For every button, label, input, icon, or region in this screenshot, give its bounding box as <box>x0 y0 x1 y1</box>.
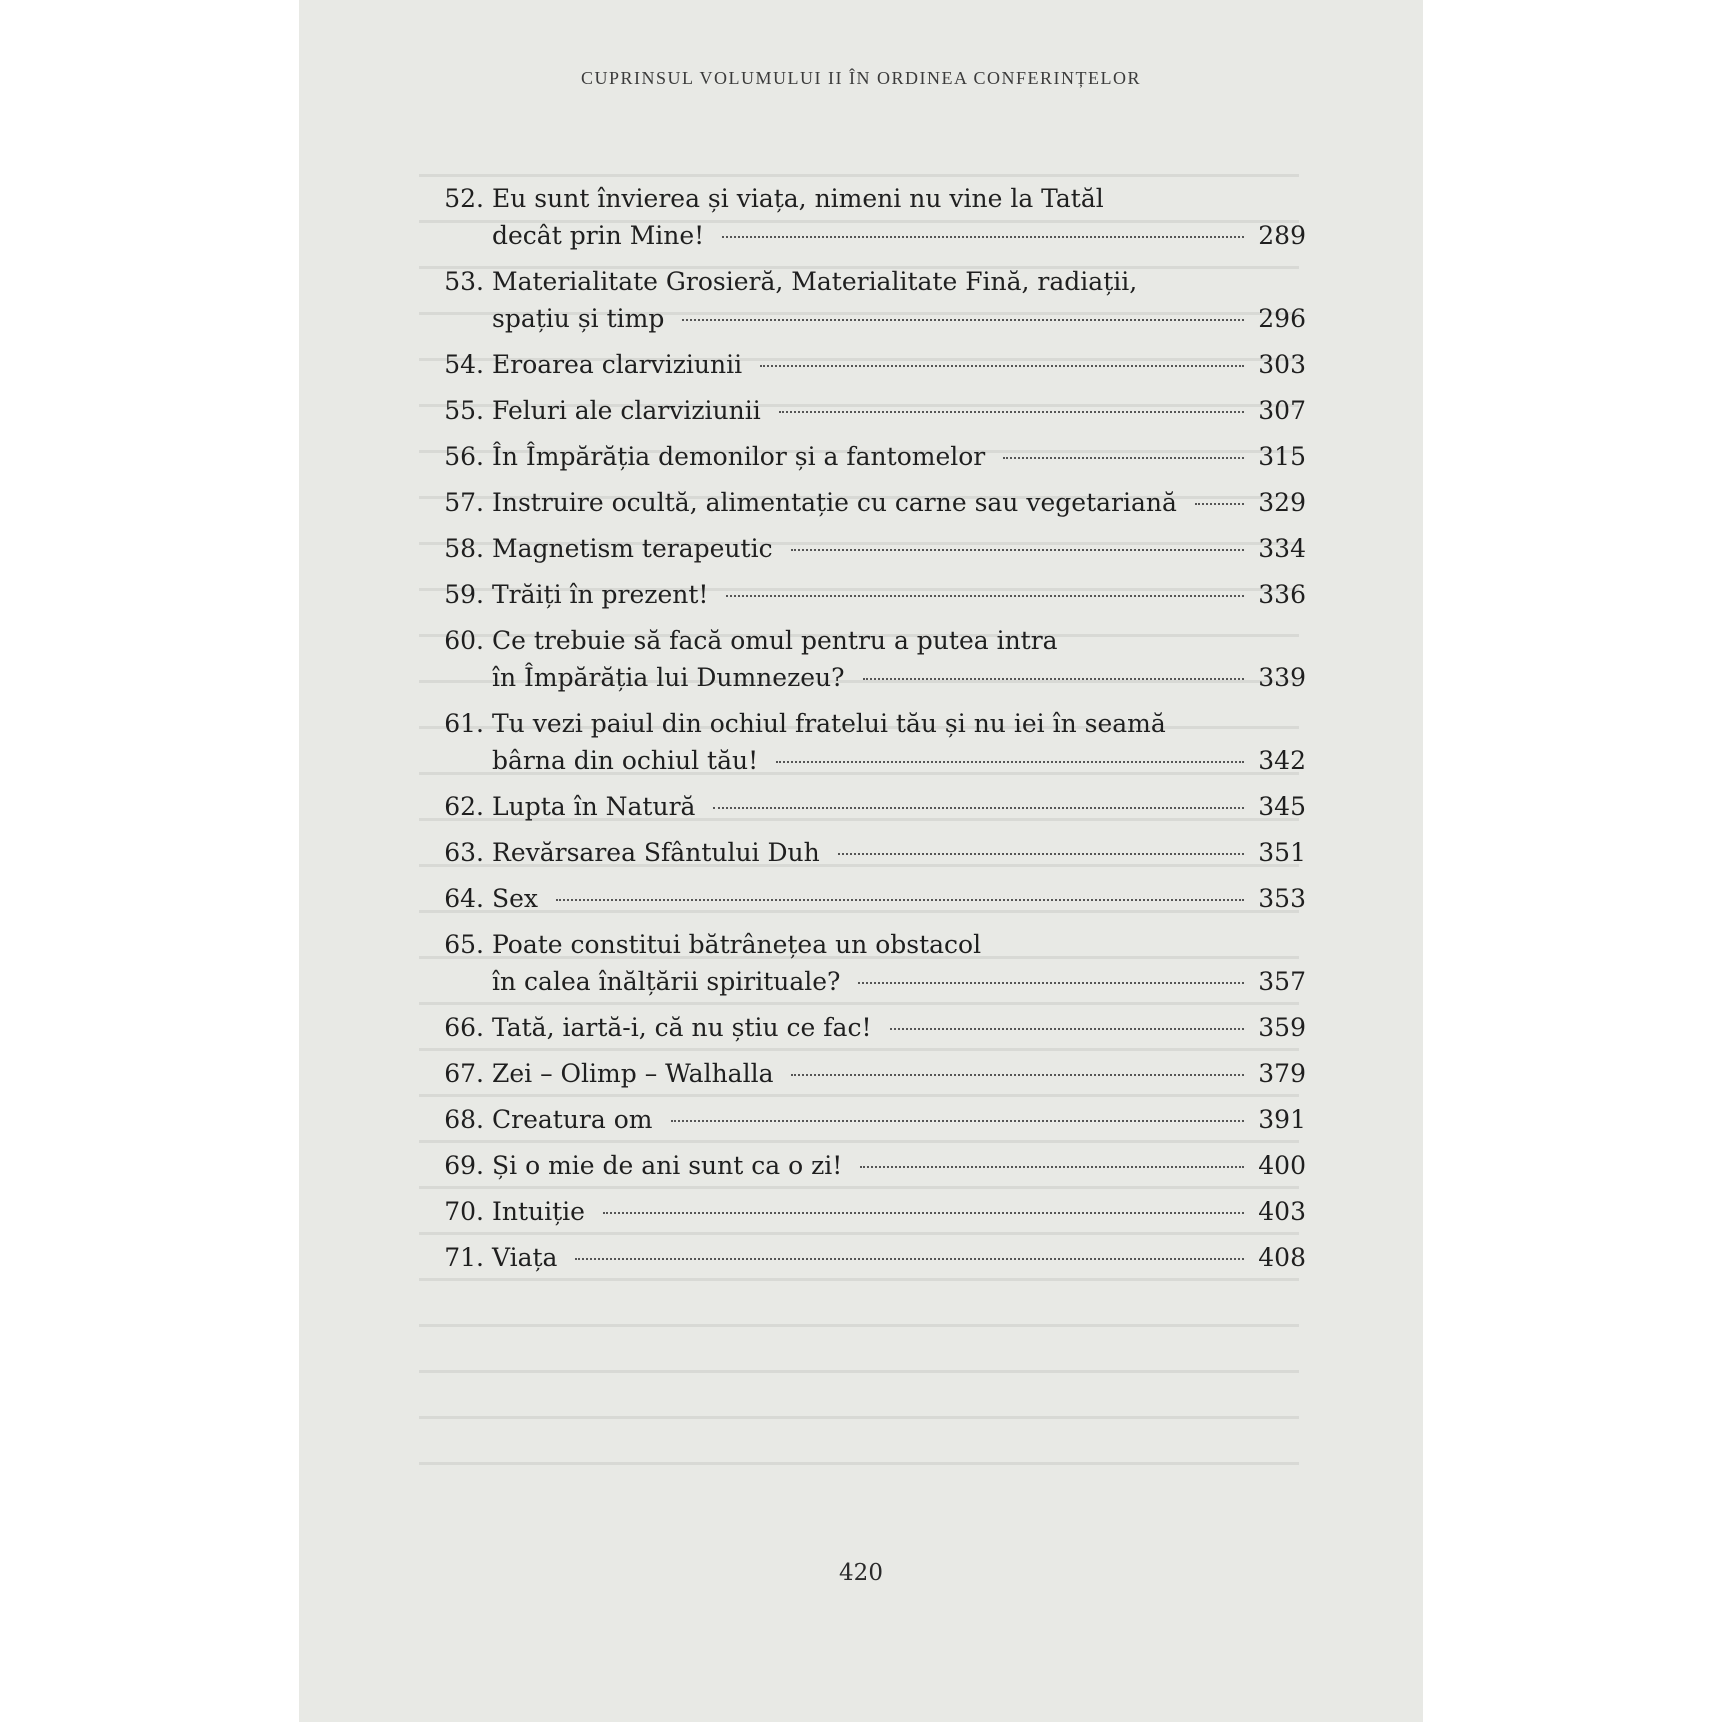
entry-page: 359 <box>1258 1013 1306 1042</box>
dot-leader <box>779 411 1245 413</box>
entry-page: 351 <box>1258 838 1306 867</box>
toc-entry <box>434 346 1306 383</box>
entry-number: 57. <box>444 488 484 517</box>
dot-leader <box>776 761 1244 763</box>
toc-entry <box>434 1009 1306 1046</box>
toc-line <box>434 742 1306 779</box>
dot-leader <box>556 899 1244 901</box>
dot-leader <box>671 1120 1245 1122</box>
toc-line <box>434 217 1306 254</box>
toc-line <box>434 438 1306 475</box>
toc-line <box>434 705 1306 742</box>
entry-page: 357 <box>1258 967 1306 996</box>
toc-line <box>434 576 1306 613</box>
dot-leader <box>1195 503 1244 505</box>
toc-line <box>434 1101 1306 1138</box>
entry-title: Magnetism terapeutic <box>492 534 773 563</box>
entry-number: 55. <box>444 396 484 425</box>
dot-leader <box>722 236 1244 238</box>
entry-number: 59. <box>444 580 484 609</box>
entry-page: 345 <box>1258 792 1306 821</box>
entry-title: Sex <box>492 884 539 913</box>
toc-entry <box>434 530 1306 567</box>
entry-title: Și o mie de ani sunt ca o zi! <box>492 1151 843 1180</box>
toc-entry <box>434 1193 1306 1230</box>
dot-leader <box>791 1074 1244 1076</box>
dot-leader <box>1003 457 1244 459</box>
entry-number: 65. <box>444 930 484 959</box>
toc-entry <box>434 1147 1306 1184</box>
entry-title: Poate constitui bătrânețea un obstacol <box>492 930 982 959</box>
entry-title: Ce trebuie să facă omul pentru a putea intra <box>492 626 1058 655</box>
entry-title: spațiu și timp <box>492 304 665 333</box>
entry-title: În Împărăția demonilor și a fantomelor <box>492 442 986 471</box>
entry-title: Creatura om <box>492 1105 653 1134</box>
entry-number: 62. <box>444 792 484 821</box>
toc-line <box>434 530 1306 567</box>
toc-line <box>434 1239 1306 1276</box>
entry-number: 53. <box>444 267 484 296</box>
toc-entry <box>434 622 1306 696</box>
entry-page: 379 <box>1258 1059 1306 1088</box>
page-number: 420 <box>839 1560 883 1586</box>
dot-leader <box>713 807 1244 809</box>
dot-leader <box>760 365 1244 367</box>
dot-leader <box>863 678 1245 680</box>
entry-page: 329 <box>1258 488 1306 517</box>
entry-number: 70. <box>444 1197 484 1226</box>
toc-entry <box>434 484 1306 521</box>
entry-page: 391 <box>1258 1105 1306 1134</box>
entry-number: 67. <box>444 1059 484 1088</box>
toc-line <box>434 622 1306 659</box>
toc-entry <box>434 926 1306 1000</box>
toc-line <box>434 346 1306 383</box>
entry-title: Viața <box>492 1243 558 1272</box>
entry-page: 403 <box>1258 1197 1306 1226</box>
entry-page: 353 <box>1258 884 1306 913</box>
dot-leader <box>575 1258 1244 1260</box>
entry-number: 63. <box>444 838 484 867</box>
entry-title: Materialitate Grosieră, Materialitate Fină, radiații, <box>492 267 1138 296</box>
entry-title: Tu vezi paiul din ochiul fratelui tău și nu iei în seamă <box>492 709 1166 738</box>
entry-page: 336 <box>1258 580 1306 609</box>
toc-line <box>434 880 1306 917</box>
toc-entry <box>434 1101 1306 1138</box>
entry-number: 61. <box>444 709 484 738</box>
dot-leader <box>682 319 1244 321</box>
toc-entry <box>434 263 1306 337</box>
toc-entry <box>434 788 1306 825</box>
entry-number: 54. <box>444 350 484 379</box>
entry-title: Eroarea clarviziunii <box>492 350 743 379</box>
dot-leader <box>860 1166 1244 1168</box>
toc-line <box>434 1055 1306 1092</box>
toc-entry <box>434 576 1306 613</box>
dot-leader <box>890 1028 1245 1030</box>
entry-page: 339 <box>1258 663 1306 692</box>
toc-line <box>434 1009 1306 1046</box>
entry-title: în Împărăția lui Dumnezeu? <box>492 663 845 692</box>
toc-entry <box>434 438 1306 475</box>
entry-number: 64. <box>444 884 484 913</box>
entry-number: 66. <box>444 1013 484 1042</box>
entry-title: decât prin Mine! <box>492 221 705 250</box>
toc-entry <box>434 180 1306 254</box>
entry-page: 408 <box>1258 1243 1306 1272</box>
toc-entry <box>434 705 1306 779</box>
entry-title: bârna din ochiul tău! <box>492 746 759 775</box>
toc-line <box>434 788 1306 825</box>
entry-page: 400 <box>1258 1151 1306 1180</box>
entry-page: 307 <box>1258 396 1306 425</box>
dot-leader <box>858 982 1244 984</box>
entry-title: Lupta în Natură <box>492 792 696 821</box>
toc-line <box>434 659 1306 696</box>
entry-number: 58. <box>444 534 484 563</box>
toc-entry <box>434 834 1306 871</box>
dot-leader <box>791 549 1245 551</box>
toc-line <box>434 926 1306 963</box>
dot-leader <box>603 1212 1244 1214</box>
toc-entry <box>434 1239 1306 1276</box>
entry-number: 60. <box>444 626 484 655</box>
entry-number: 68. <box>444 1105 484 1134</box>
book-page <box>299 0 1423 1722</box>
toc-entry <box>434 392 1306 429</box>
entry-page: 289 <box>1258 221 1306 250</box>
toc-line <box>434 1193 1306 1230</box>
toc-line <box>434 834 1306 871</box>
entry-title: Instruire ocultă, alimentație cu carne sau vegetariană <box>492 488 1177 517</box>
table-of-contents <box>434 180 1306 1276</box>
toc-line <box>434 963 1306 1000</box>
toc-line <box>434 1147 1306 1184</box>
entry-page: 334 <box>1258 534 1306 563</box>
toc-line <box>434 180 1306 217</box>
dot-leader <box>838 853 1245 855</box>
toc-entry <box>434 880 1306 917</box>
toc-line <box>434 263 1306 300</box>
entry-title: Intuiție <box>492 1197 585 1226</box>
entry-title: Feluri ale clarviziunii <box>492 396 761 425</box>
entry-title: Trăiți în prezent! <box>492 580 709 609</box>
entry-page: 296 <box>1258 304 1306 333</box>
entry-page: 315 <box>1258 442 1306 471</box>
entry-title: Tată, iartă-i, că nu știu ce fac! <box>492 1013 872 1042</box>
toc-line <box>434 484 1306 521</box>
entry-number: 52. <box>444 184 484 213</box>
entry-title: Revărsarea Sfântului Duh <box>492 838 820 867</box>
entry-title: în calea înălțării spirituale? <box>492 967 841 996</box>
entry-number: 56. <box>444 442 484 471</box>
toc-entry <box>434 1055 1306 1092</box>
entry-page: 342 <box>1258 746 1306 775</box>
toc-line <box>434 392 1306 429</box>
running-header: CUPRINSUL VOLUMULUI II ÎN ORDINEA CONFERINȚELOR <box>581 68 1141 88</box>
entry-title: Zei – Olimp – Walhalla <box>492 1059 774 1088</box>
toc-line <box>434 300 1306 337</box>
entry-number: 71. <box>444 1243 484 1272</box>
entry-title: Eu sunt învierea și viața, nimeni nu vine la Tatăl <box>492 184 1104 213</box>
entry-number: 69. <box>444 1151 484 1180</box>
dot-leader <box>726 595 1244 597</box>
entry-page: 303 <box>1258 350 1306 379</box>
